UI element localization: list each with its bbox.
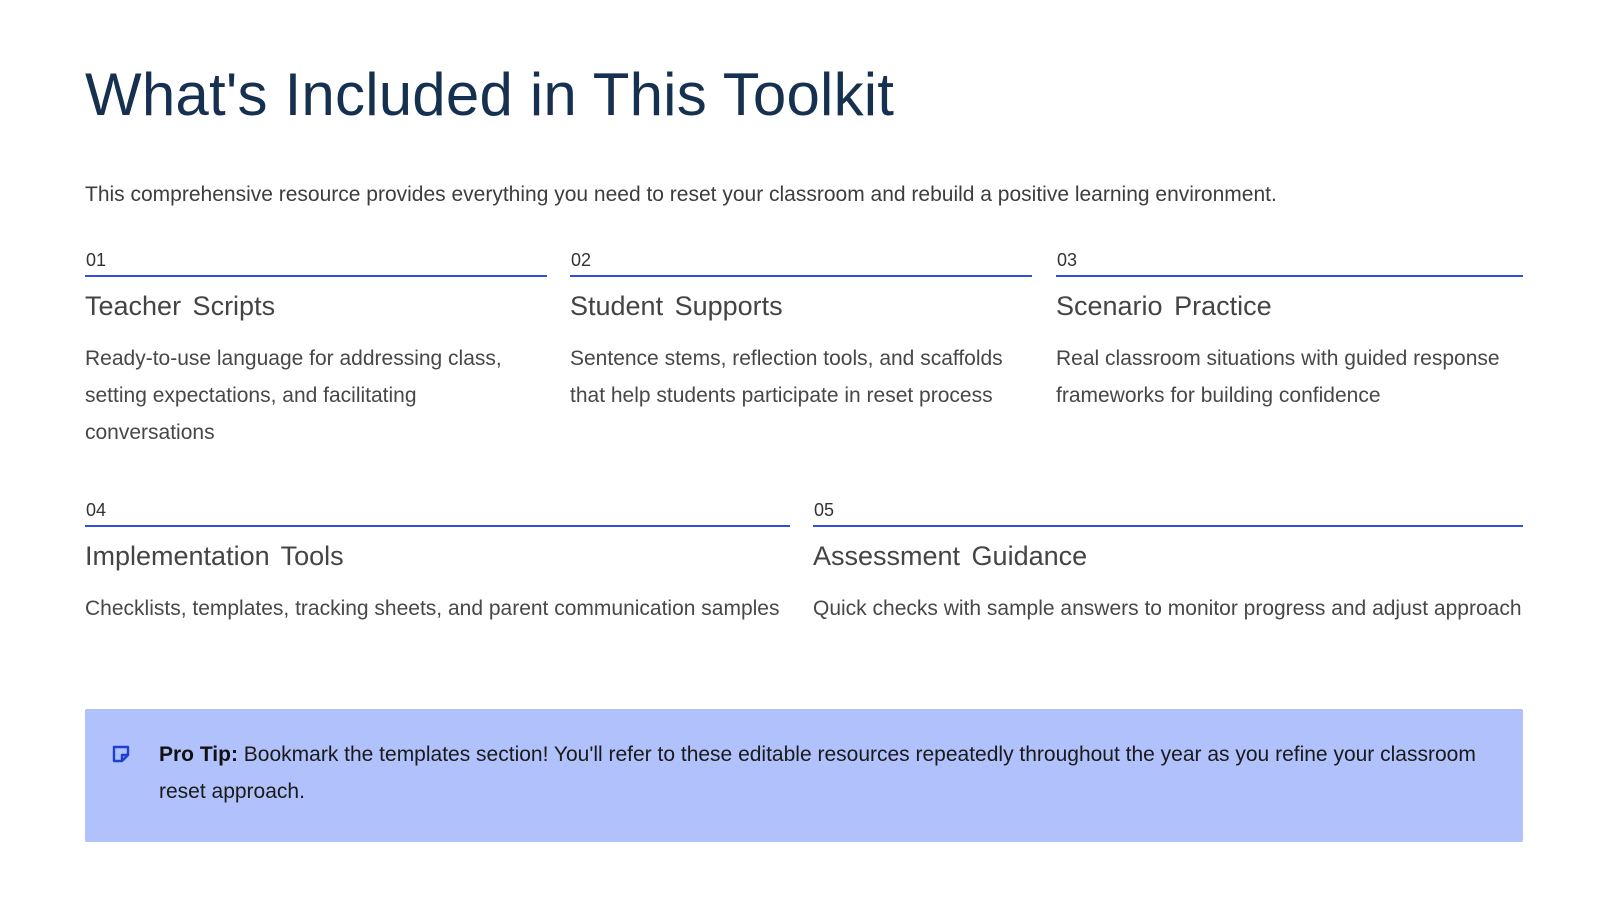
note-icon: [111, 744, 131, 764]
page-title: What's Included in This Toolkit: [85, 61, 895, 128]
card-title: Implementation Tools: [85, 541, 344, 571]
pro-tip-body: Bookmark the templates section! You'll refer to these editable resources repeatedly throughout the year as you refine your classroom reset approach.: [159, 743, 1476, 803]
card-title: Scenario Practice: [1056, 291, 1272, 321]
card-title: Student Supports: [570, 291, 783, 321]
feature-card-teacher-scripts: [85, 247, 547, 451]
card-description: Sentence stems, reflection tools, and scaffolds that help students participate in reset process: [570, 347, 1003, 407]
card-title: Teacher Scripts: [85, 291, 276, 321]
pro-tip-text: [159, 736, 1489, 810]
page-subtitle: This comprehensive resource provides everything you need to reset your classroom and rebuild a positive learning environment.: [85, 183, 1277, 206]
card-divider: [85, 525, 790, 527]
card-description: Real classroom situations with guided response frameworks for building confidence: [1056, 347, 1500, 407]
feature-card-scenario-practice: [1056, 247, 1523, 414]
card-description: Checklists, templates, tracking sheets, and parent communication samples: [85, 597, 780, 620]
pro-tip-callout: [85, 709, 1523, 842]
card-number: 05: [814, 500, 835, 520]
card-number: 03: [1057, 250, 1078, 270]
feature-card-student-supports: [570, 247, 1032, 414]
card-description: Ready-to-use language for addressing class, setting expectations, and facilitating conversations: [85, 347, 502, 444]
card-title: Assessment Guidance: [813, 541, 1088, 571]
card-number: 01: [86, 250, 107, 270]
feature-card-assessment-guidance: [813, 497, 1523, 627]
pro-tip-label: Pro Tip:: [159, 743, 238, 766]
card-number: 02: [571, 250, 592, 270]
card-divider: [570, 275, 1032, 277]
feature-card-implementation-tools: [85, 497, 790, 627]
card-number: 04: [86, 500, 107, 520]
card-description: Quick checks with sample answers to monitor progress and adjust approach: [813, 597, 1522, 620]
card-divider: [1056, 275, 1523, 277]
card-divider: [85, 275, 547, 277]
card-divider: [813, 525, 1523, 527]
